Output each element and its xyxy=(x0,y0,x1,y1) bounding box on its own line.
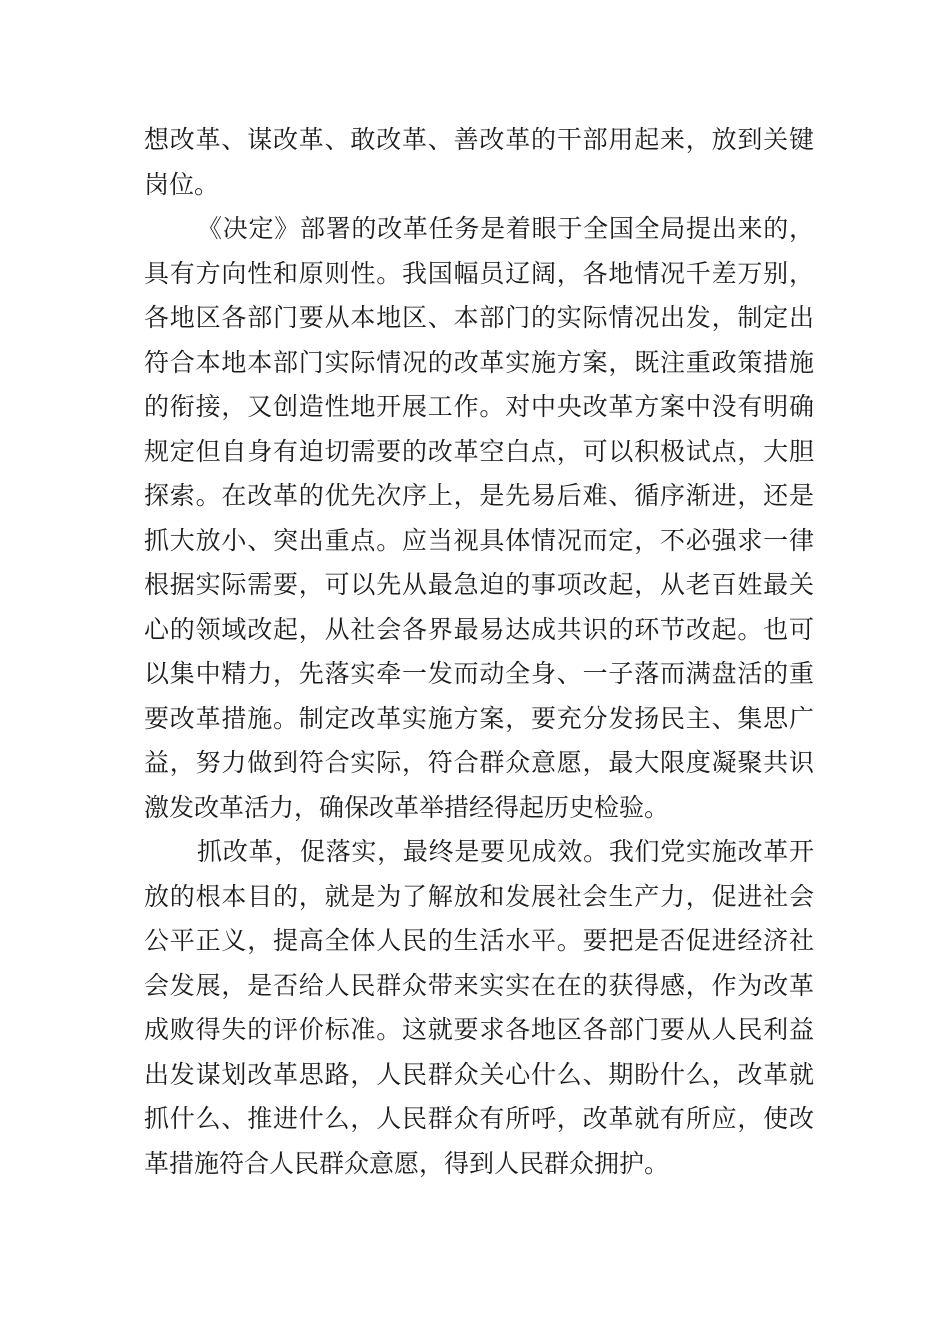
text-line: 抓什么、推进什么，人民群众有所呼，改革就有所应，使改 xyxy=(144,1104,814,1133)
text-line: 要改革措施。制定改革实施方案，要充分发扬民主、集思广 xyxy=(144,703,814,733)
text-line: 探索。在改革的优先次序上，是先易后难、循序渐进，还是 xyxy=(144,481,814,510)
text-line: 以集中精力，先落实牵一发而动全身、一子落而满盘活的重 xyxy=(144,659,814,688)
text-line: 根据实际需要，可以先从最急迫的事项改起，从老百姓最关 xyxy=(144,570,814,599)
paragraph-1 xyxy=(144,118,814,207)
text-line: 具有方向性和原则性。我国幅员辽阔，各地情况千差万别， xyxy=(144,258,814,288)
text-line: 激发改革活力，确保改革举措经得起历史检验。 xyxy=(144,792,670,822)
text-line: 成败得失的评价标准。这就要求各地区各部门要从人民利益 xyxy=(144,1015,814,1044)
text-line: 的衔接，又创造性地开展工作。对中央改革方案中没有明确 xyxy=(144,392,814,421)
text-line: 各地区各部门要从本地区、本部门的实际情况出发，制定出 xyxy=(144,303,814,332)
paragraph-3 xyxy=(144,830,814,1186)
text-line: 公平正义，提高全体人民的生活水平。要把是否促进经济社 xyxy=(144,926,814,955)
text-line: 革措施符合人民群众意愿，得到人民群众拥护。 xyxy=(144,1148,670,1178)
text-line: 放的根本目的，就是为了解放和发展社会生产力，促进社会 xyxy=(144,881,814,911)
text-line: 益，努力做到符合实际，符合群众意愿，最大限度凝聚共识 xyxy=(144,748,814,777)
text-line: 心的领域改起，从社会各界最易达成共识的环节改起。也可 xyxy=(144,614,814,644)
text-line: 抓改革，促落实，最终是要见成效。我们党实施改革开 xyxy=(197,837,814,866)
document-body xyxy=(144,118,814,1186)
text-line: 规定但自身有迫切需要的改革空白点，可以积极试点，大胆 xyxy=(144,436,814,466)
text-line: 岗位。 xyxy=(144,169,220,199)
text-line: 抓大放小、突出重点。应当视具体情况而定，不必强求一律 xyxy=(144,525,814,555)
text-line: 符合本地本部门实际情况的改革实施方案，既注重政策措施 xyxy=(144,347,814,377)
text-line: 《决定》部署的改革任务是着眼于全国全局提出来的， xyxy=(197,214,814,243)
text-line: 会发展，是否给人民群众带来实实在在的获得感，作为改革 xyxy=(144,970,814,1000)
text-line: 想改革、谋改革、敢改革、善改革的干部用起来，放到关键 xyxy=(144,125,814,154)
text-line: 出发谋划改革思路，人民群众关心什么、期盼什么，改革就 xyxy=(144,1059,814,1089)
paragraph-2 xyxy=(144,207,814,830)
